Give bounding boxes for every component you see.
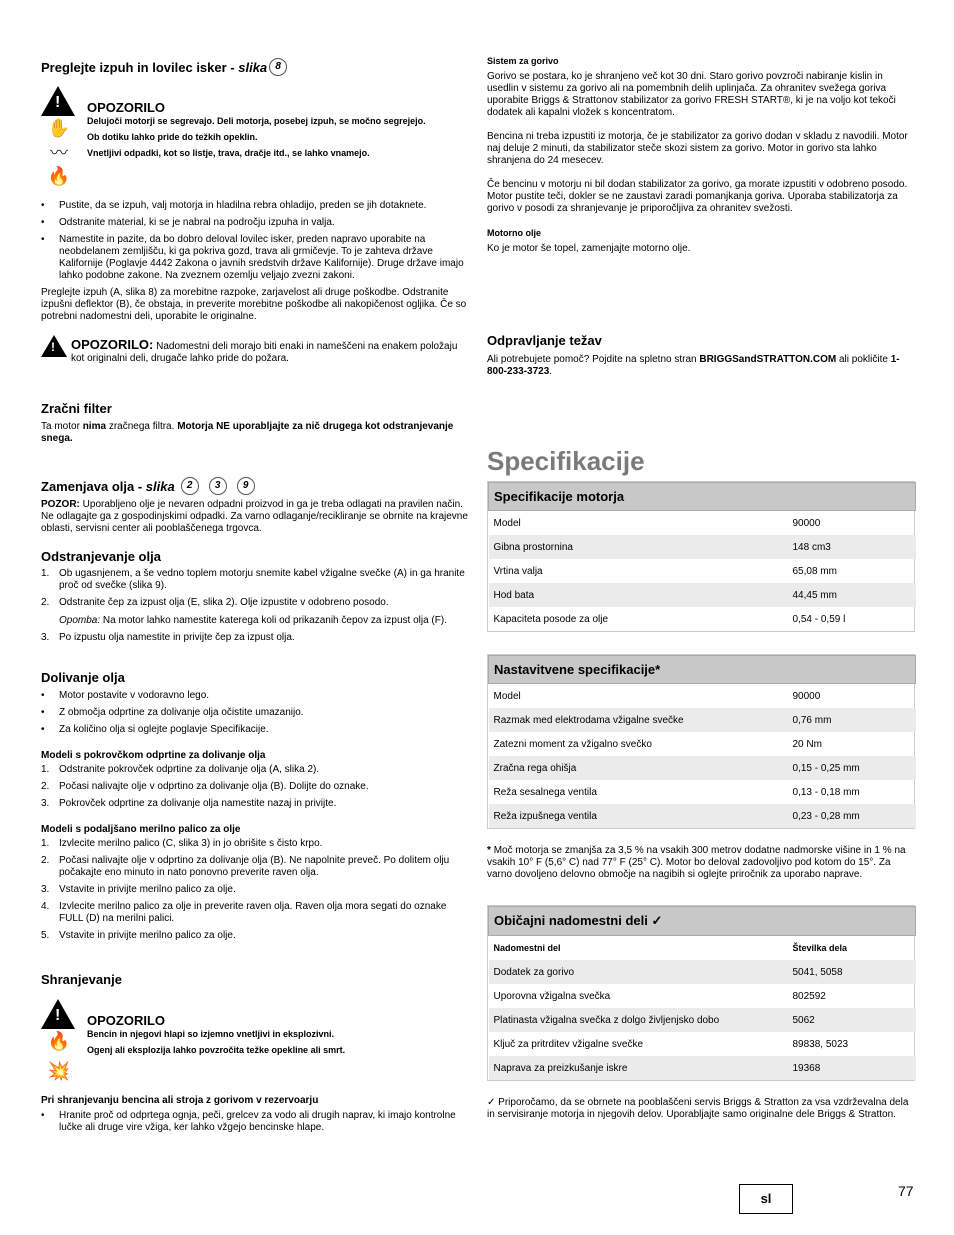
table-row: Model 90000 [493, 517, 821, 529]
engine-oil-subheading: Motorno olje [487, 228, 541, 238]
list-item: 5. Vstavite in privijte merilno palico za olje. [41, 930, 236, 941]
warning-text-2: Ob dotiku lahko pride do težkih opeklin. [87, 132, 258, 142]
table-row: Zatezni moment za vžigalno svečko 20 Nm [493, 738, 822, 750]
exhaust-warning [41, 86, 471, 188]
oil-fill-subheading-1: Modeli s pokrovčkom odprtine za dolivanje olja [41, 750, 266, 761]
warning-text-3: Vnetljivi odpadki, kot so listje, trava, dračje itd., se lahko vnamejo. [87, 148, 370, 158]
oil-fill-subheading-2: Modeli s podaljšano merilno palico za olje [41, 824, 241, 835]
list-item: 2. Odstranite čep za izpust olja (E, slika 2). Olje izpustite v odobreno posodo. Opomba: Na motor lahko namestite katerega koli od prikazanih čepov za izpust olja (F). [41, 597, 447, 626]
oil-fill-steps-2 [41, 838, 471, 942]
list-item: 3. Pokrovček odprtine za dolivanje olja namestite nazaj in privijte. [41, 798, 337, 809]
list-item: • Namestite in pazite, da bo dobro deloval lovilec isker, preden napravo uporabite na neobdelanem zemljišču, ki ga pokriva gozd, trava ali grmičevje. To je zahteva države Kalifornije (Poglavje 4442 Zakona o javnih sredstvih države Kalifornije). Druge države imajo lahko podobne zakone. Na zveznem ozemlju veljajo zvezni zakoni. [41, 234, 471, 282]
oil-change-heading-row [41, 477, 471, 495]
exhaust-paragraph: Preglejte izpuh (A, slika 8) za morebitne razpoke, zarjavelost ali druge poškodbe. Odstranite izpušni deflektor (B), če obstaja, in preverite morebitne poškodbe ali nakopičenost ogljika. Če so potrebni nadomestni deli, uporabite le originalne. [41, 287, 467, 322]
warning-triangle-icon: ! [41, 335, 67, 357]
table-row: Nadomestni del Številka dela [493, 943, 848, 953]
parts-note: ✓ Priporočamo, da se obrnete na pooblaščeni servis Briggs & Stratton za vsa vzdrževalna dela in servisiranje motorja in njegovih delov. Uporabljajte samo originalne dele Briggs & Stratton. [487, 1097, 909, 1120]
air-filter-text: Ta motor nima zračnega filtra. Motorja NE uporabljajte za nič drugega kot odstranjevanje snega. [41, 421, 454, 444]
list-item: 1. Ob ugasnjenem, a še vedno toplem motorju snemite kabel vžigalne svečke (A) in ga hranite proč od svečke (slika 9). [41, 568, 465, 591]
oil-change-heading: Zamenjava olja - slika [41, 478, 175, 494]
list-item: • Motor postavite v vodoravno lego. [41, 690, 471, 702]
hot-surface-icon: 〰 [50, 143, 68, 163]
warning-text-1: Delujoči motorji se segrevajo. Deli motorja, posebej izpuh, se močno segrejejo. [87, 116, 426, 126]
list-item: 2. Počasi nalivajte olje v odprtino za dolivanje olja (B). Ne napolnite preveč. Po dolitem olju počakajte eno minuto in nato ponovno preverite raven olja. [41, 855, 450, 878]
warning-triangle-icon: ! [41, 999, 75, 1029]
replacement-parts-table [487, 905, 915, 1081]
exhaust-heading: Preglejte izpuh in lovilec isker - slika [41, 59, 268, 75]
oil-change-caution: POZOR: Uporabljeno olje je nevaren odpadni proizvod in ga je treba odlagati na pravilen način. Ne odlagajte ga z gospodinjskimi odpadki. Za varno odlaganje/recikliranje se obrnite na krajevne oblasti, servisni center ali pooblaščenega trgovca. [41, 499, 468, 534]
table-row: Razmak med elektrodama vžigalne svečke 0,76 mm [489, 708, 916, 732]
fire-icon: 🔥 [47, 1030, 71, 1051]
list-item: • Hranite proč od odprtega ognja, peči, grelcev za vodo ali drugih naprav, ki imajo kontrolne lučke ali druge vire vžiga, ker lahko vžgejo bencinske hlape. [41, 1110, 471, 1134]
oil-removal-steps [41, 568, 471, 644]
warning-text-2: Ogenj ali eksplozija lahko povzročita težke opekline ali smrt. [87, 1045, 346, 1055]
oil-fill-heading: Dolivanje olja [41, 670, 125, 685]
figure-ref-3: 3 [209, 477, 227, 495]
table-header: Specifikacije motorja [489, 483, 916, 511]
warning-title: OPOZORILO [87, 100, 165, 115]
tuneup-footnote: * Moč motorja se zmanjša za 3,5 % na vsakih 300 metrov dodatne nadmorske višine in 1 % na vsakih 10° F (5,6° C) nad 77° F (25° C). Motor bo deloval zadovoljivo pod kotom do 15°. Za varno dovoljeno delovno območje na nagibih si oglejte priročnik za uporabo naprave. [487, 845, 906, 880]
warning-title: OPOZORILO [87, 1013, 165, 1028]
list-item: 1. Odstranite pokrovček odprtine za dolivanje olja (A, slika 2). [41, 764, 320, 775]
troubleshooting-text: Ali potrebujete pomoč? Pojdite na spletno stran BRIGGSandSTRATTON.COM ali pokličite 1-800-233-3723. [487, 354, 900, 377]
exhaust-warning-2: ! OPOZORILO: Nadomestni deli morajo biti enaki in nameščeni na enakem položaju kot originalni deli, drugače lahko pride do požara. [41, 335, 471, 365]
table-row: Vrtina valja 65,08 mm [493, 565, 837, 577]
list-item: 3. Po izpustu olja namestite in privijte čep za izpust olja. [41, 632, 295, 643]
storage-heading: Shranjevanje [41, 972, 122, 987]
table-header: Nastavitvene specifikacije* [489, 656, 916, 684]
wrench-icon: ✓ [487, 1097, 496, 1108]
figure-ref-8: 8 [269, 58, 287, 76]
table-row: Uporovna vžigalna svečka 802592 [493, 990, 826, 1002]
table-row: Reža izpušnega ventila 0,23 - 0,28 mm [489, 804, 916, 828]
storage-bullets [41, 1110, 471, 1134]
engine-spec-table [487, 481, 915, 632]
oil-fill-bullets [41, 690, 471, 736]
table-row: Reža sesalnega ventila 0,13 - 0,18 mm [493, 786, 860, 798]
table-row: Gibna prostornina 148 cm3 [489, 535, 916, 559]
page-number: 77 [898, 1183, 914, 1199]
list-item: 1. Izvlecite merilno palico (C, slika 3) in jo obrišite s čisto krpo. [41, 838, 323, 849]
table-row: Ključ za pritrditev vžigalne svečke 89838, 5023 [493, 1038, 849, 1050]
oil-fill-steps-1 [41, 764, 471, 810]
list-item: 4. Izvlecite merilno palico za olje in preverite raven olja. Raven olja mora segati do oznake FULL (D) na merilni palici. [41, 901, 447, 924]
fuel-system-subheading: Sistem za gorivo [487, 56, 559, 66]
table-row: Kapaciteta posode za olje 0,54 - 0,59 l [493, 613, 846, 625]
list-item: • Odstranite material, ki se je nabral na področju izpuha in valja. [41, 217, 471, 229]
warning-icons [41, 86, 81, 188]
table-row: Dodatek za gorivo 5041, 5058 [489, 960, 916, 984]
left-column [41, 58, 471, 1139]
hot-surface-hand-icon: ✋ [47, 117, 71, 138]
fuel-paragraph-3: Če bencinu v motorju ni bil dodan stabilizator za gorivo, ga morate izpustiti v odobreno posodo. Motor pustite teči, dokler se ne zaustavi zaradi pomanjkanja goriva. Uporaba stabilizatorja za gorivo v posodi za shranjevanje je priporočljiva za ohranitev svežosti. [487, 179, 908, 214]
list-item: 2. Počasi nalivajte olje v odprtino za dolivanje olja (B). Dolijte do oznake. [41, 781, 369, 792]
warning-text-1: Bencin in njegovi hlapi so izjemno vnetljivi in eksplozivni. [87, 1029, 335, 1039]
warning-icons [41, 999, 81, 1089]
storage-warning [41, 999, 471, 1089]
warning-triangle-icon: ! [41, 86, 75, 116]
troubleshooting-heading: Odpravljanje težav [487, 333, 602, 348]
figure-ref-2: 2 [181, 477, 199, 495]
figure-ref-9: 9 [237, 477, 255, 495]
language-tag: sl [739, 1184, 793, 1214]
right-column [487, 55, 915, 1121]
exhaust-heading-row [41, 58, 471, 76]
list-item: • Za količino olja si oglejte poglavje Specifikacije. [41, 724, 471, 736]
table-row: Platinasta vžigalna svečka z dolgo življenjsko dobo 5062 [489, 1008, 916, 1032]
table-row: Hod bata 44,45 mm [489, 583, 916, 607]
explosion-icon: 💥 [47, 1060, 71, 1081]
fire-icon: 🔥 [47, 165, 71, 186]
table-header: Običajni nadomestni deli ✓ [489, 907, 916, 936]
list-item: • Z območja odprtine za dolivanje olja očistite umazanijo. [41, 707, 471, 719]
specifications-title: Specifikacije [487, 446, 645, 476]
storage-subheading: Pri shranjevanju bencina ali stroja z gorivom v rezervoarju [41, 1095, 319, 1106]
table-row: Zračna rega ohišja 0,15 - 0,25 mm [489, 756, 916, 780]
engine-oil-text: Ko je motor še topel, zamenjajte motorno olje. [487, 243, 691, 254]
air-filter-heading: Zračni filter [41, 401, 112, 416]
table-row: Model 90000 [493, 690, 821, 702]
wrench-icon: ✓ [651, 913, 663, 928]
list-item: 3. Vstavite in privijte merilno palico za olje. [41, 884, 236, 895]
fuel-paragraph-1: Gorivo se postara, ko je shranjeno več kot 30 dni. Staro gorivo povzroči nabiranje kislin in usedlin v sistemu za gorivo ali na pomembnih delih uplinjača. Za ohranitev svežega goriva uporabite Briggs & Strattonov stabilizator za gorivo FRESH START®, ki je na voljo kot tekoči dodatek ali kapalni vložek s koncentratom. [487, 71, 896, 118]
oil-removal-heading: Odstranjevanje olja [41, 549, 161, 564]
list-item: • Pustite, da se izpuh, valj motorja in hladilna rebra ohladijo, preden se jih dotaknete. [41, 200, 471, 212]
exhaust-bullets [41, 200, 471, 282]
tuneup-spec-table [487, 654, 915, 829]
table-row: Naprava za preizkušanje iskre 19368 [489, 1056, 916, 1080]
fuel-paragraph-2: Bencina ni treba izpustiti iz motorja, če je stabilizator za gorivo dodan v skladu z navodili. Motor naj deluje 2 minuti, da stabilizator steče skozi sistem za gorivo. Motor in gorivo sta lahko shranjena do 24 mesecev. [487, 131, 908, 166]
